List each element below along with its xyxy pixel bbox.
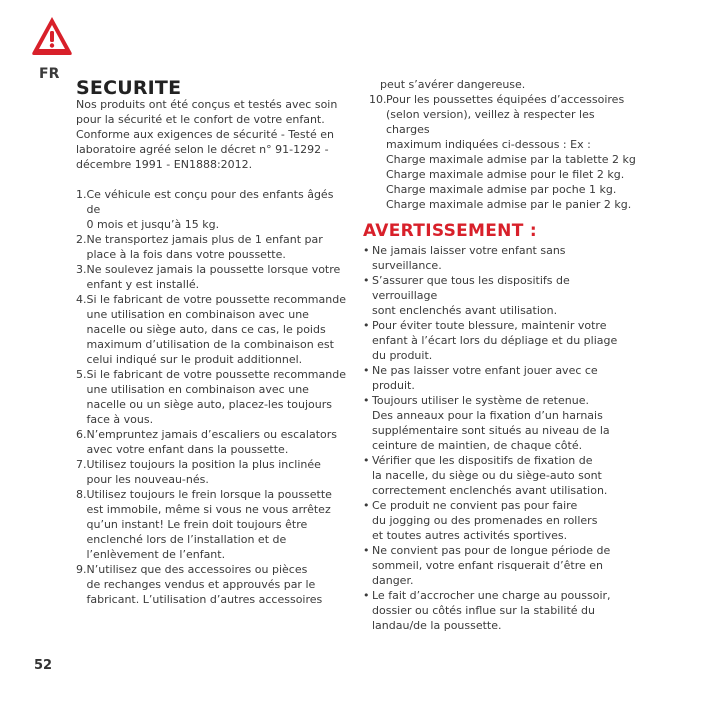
- list-item: 5. Si le fabricant de votre poussette recommande une utilisation en combinaison avec une nacelle ou un siège auto, placez-les toujours face à vous.: [76, 368, 346, 426]
- right-column: [363, 77, 638, 633]
- list-item: • Pour éviter toute blessure, maintenir votre enfant à l’écart lors du dépliage et du pliage du produit.: [363, 319, 618, 362]
- section-title-securite: SECURITE: [76, 77, 182, 99]
- item9-continuation: peut s’avérer dangereuse.: [380, 78, 526, 91]
- securite-list-continued: [369, 92, 638, 212]
- list-item: 8. Utilisez toujours le frein lorsque la poussette est immobile, même si vous ne vous arrêtez qu’un instant! Le frein doit toujours être enclenché lors de l’installation et de l’enlèvement de l’enfant.: [76, 488, 332, 561]
- list-item: 2. Ne transportez jamais plus de 1 enfant par place à la fois dans votre poussette.: [76, 233, 323, 261]
- list-item: 1. Ce véhicule est conçu pour des enfants âgés de 0 mois et jusqu’à 15 kg.: [76, 188, 334, 231]
- warning-triangle-icon: [30, 14, 74, 58]
- list-item: • Le fait d’accrocher une charge au poussoir, dossier ou côtés influe sur la stabilité du landau/de la poussette.: [363, 589, 611, 632]
- list-item: • S’assurer que tous les dispositifs de verrouillage sont enclenchés avant utilisation.: [363, 274, 570, 317]
- list-item: • Ne jamais laisser votre enfant sans surveillance.: [363, 244, 566, 272]
- list-item: • Ne convient pas pour de longue période de sommeil, votre enfant risquerait d’être en danger.: [363, 544, 611, 587]
- language-label: FR: [39, 66, 60, 82]
- list-item: 7. Utilisez toujours la position la plus inclinée pour les nouveau-nés.: [76, 458, 321, 486]
- section-title-avertissement: AVERTISSEMENT :: [363, 221, 537, 241]
- list-item: • Toujours utiliser le système de retenue. Des anneaux pour la fixation d’un harnais supplémentaire sont situés au niveau de la ceinture de maintien, de chaque côté.: [363, 394, 610, 452]
- list-item: 4. Si le fabricant de votre poussette recommande une utilisation en combinaison avec une nacelle ou siège auto, dans ce cas, le poids maximum d’utilisation de la combinaison est celui indiqué sur le produit additionnel.: [76, 293, 346, 366]
- list-item: 9. N’utilisez que des accessoires ou pièces de rechanges vendus et approuvés par le fabricant. L’utilisation d’autres accessoires: [76, 563, 323, 606]
- list-item: 3. Ne soulevez jamais la poussette lorsque votre enfant y est installé.: [76, 263, 341, 291]
- list-item: 10. Pour les poussettes équipées d’accessoires (selon version), veillez à respecter les charges maximum indiquées ci-dessous : Ex : Charge maximale admise par la tablette 2 kg Charge maximale admise pour le filet 2 kg. Charge maximale admise par poche 1 kg. Charge maximale admise par le panier 2 kg.: [369, 93, 636, 211]
- securite-intro: Nos produits ont été conçus et testés avec soin pour la sécurité et le confort de votre enfant. Conforme aux exigences de sécurité - Testé en laboratoire agréé selon le décret n° 91-1292 - décembre 1991 - EN1888:2012.: [76, 98, 338, 171]
- list-item: • Ce produit ne convient pas pour faire du jogging ou des promenades en rollers et toutes autres activités sportives.: [363, 499, 598, 542]
- list-item: 6. N’empruntez jamais d’escaliers ou escalators avec votre enfant dans la poussette.: [76, 428, 338, 456]
- list-item: • Vérifier que les dispositifs de fixation de la nacelle, du siège ou du siège-auto sont correctement enclenchés avant utilisation.: [363, 454, 608, 497]
- securite-list: [76, 187, 346, 607]
- avertissement-list: [363, 243, 638, 633]
- left-column: [76, 97, 346, 607]
- page-number: 52: [34, 658, 53, 673]
- list-item: • Ne pas laisser votre enfant jouer avec ce produit.: [363, 364, 598, 392]
